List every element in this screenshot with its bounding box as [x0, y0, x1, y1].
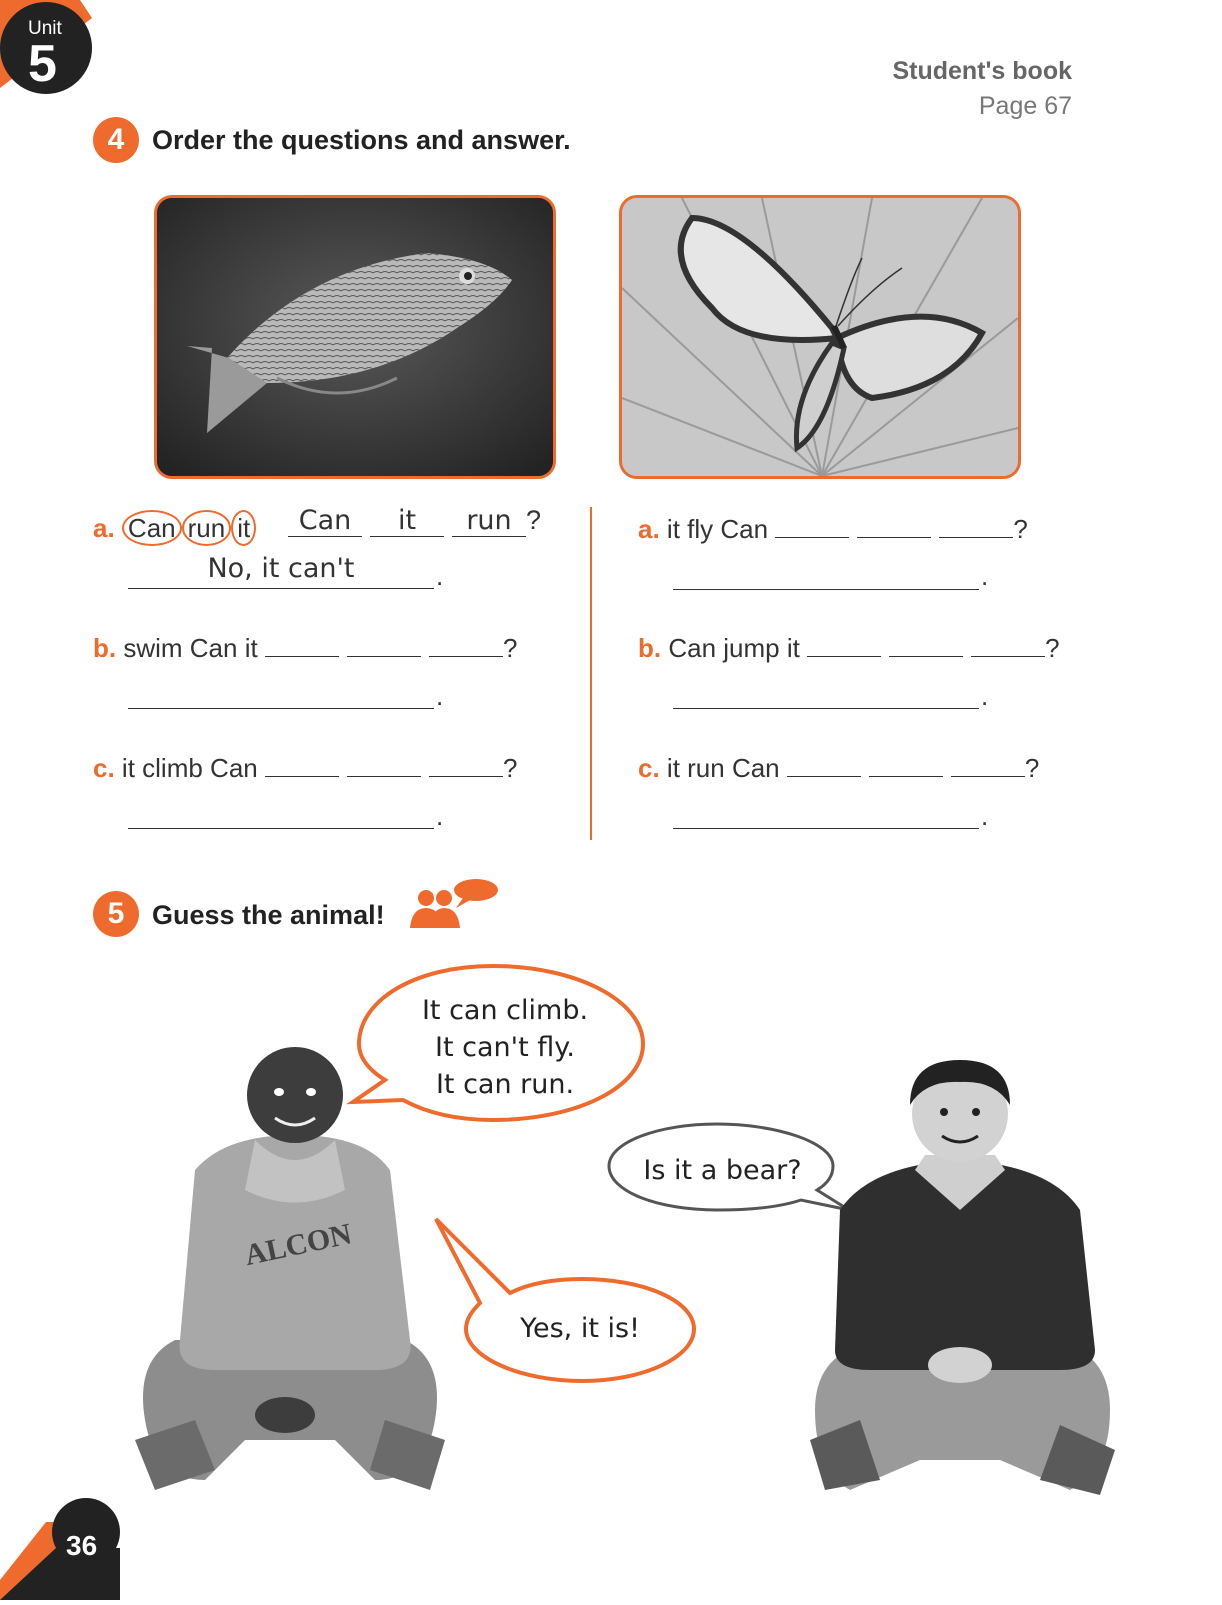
period: . — [436, 801, 444, 831]
blank-line[interactable] — [857, 513, 931, 538]
book-reference-title: Student's book — [892, 57, 1072, 85]
blank-line[interactable] — [951, 752, 1025, 777]
exercise-5-title: Guess the animal! — [152, 900, 385, 930]
unit-label: Unit — [28, 18, 62, 39]
period: . — [981, 561, 989, 591]
period: . — [436, 681, 444, 711]
blank-line[interactable] — [939, 513, 1013, 538]
item-letter: b. — [93, 633, 117, 663]
boy-right-photo — [810, 1050, 1120, 1505]
blank-line[interactable] — [265, 752, 339, 777]
scrambled-words: swim Can it — [123, 633, 258, 663]
scrambled-words: it run Can — [666, 753, 780, 783]
blank-line[interactable] — [971, 632, 1045, 657]
period: . — [436, 561, 444, 591]
blank-line[interactable] — [889, 632, 963, 657]
question-right-b — [638, 632, 1060, 664]
clue-line: It can climb. — [421, 995, 589, 1026]
exercise-4-number: 4 — [93, 117, 139, 163]
answer-line-c[interactable] — [128, 792, 434, 829]
exercise-4-title: Order the questions and answer. — [152, 125, 571, 155]
answer-line-b[interactable] — [128, 672, 434, 709]
question-left-a — [93, 510, 256, 546]
fish-photo — [154, 195, 556, 479]
question-mark: ? — [502, 633, 518, 663]
blank-line[interactable] — [429, 632, 503, 657]
circled-word: Can — [122, 510, 182, 546]
question-right-a — [638, 513, 1028, 545]
blank-line[interactable] — [429, 752, 503, 777]
circled-word: run — [182, 510, 232, 546]
blank-line[interactable] — [265, 632, 339, 657]
exercise-5-number: 5 — [93, 891, 139, 937]
blank-line[interactable] — [787, 752, 861, 777]
period: . — [981, 681, 989, 711]
question-left-b — [93, 632, 517, 664]
blank-line[interactable] — [775, 513, 849, 538]
question-mark: ? — [1013, 514, 1028, 544]
written-word: it — [370, 505, 444, 537]
page-number: 36 — [66, 1530, 98, 1561]
written-word: run — [452, 505, 526, 537]
item-letter: a. — [638, 514, 660, 544]
speech-bubble-reply — [432, 1215, 702, 1395]
scrambled-words: it fly Can — [666, 514, 769, 544]
blank-line[interactable] — [869, 752, 943, 777]
boy-left-photo — [135, 1040, 445, 1495]
item-letter: b. — [638, 633, 662, 663]
book-reference-page: Page 67 — [978, 92, 1072, 120]
answer-line-right-a[interactable] — [673, 553, 979, 590]
question-right-c — [638, 752, 1039, 784]
question-mark: ? — [526, 505, 542, 535]
clue-line: It can't fly. — [435, 1032, 575, 1063]
question-mark: ? — [1045, 633, 1060, 663]
pair-work-icon — [408, 876, 500, 939]
question-left-c — [93, 752, 517, 784]
item-letter: c. — [638, 753, 660, 783]
bubble-guess-text: Is it a bear? — [643, 1155, 802, 1186]
question-mark: ? — [502, 753, 518, 783]
item-letter: c. — [93, 753, 115, 783]
scrambled-words: it climb Can — [121, 753, 258, 783]
blank-line[interactable] — [347, 632, 421, 657]
answer-line-right-c[interactable] — [673, 792, 979, 829]
circled-word: it — [231, 510, 256, 546]
scrambled-words: Can jump it — [668, 633, 800, 663]
svg-text:ALCON: ALCON — [241, 1217, 355, 1273]
item-letter: a. — [93, 513, 115, 543]
column-divider — [590, 507, 592, 840]
answer-line-right-b[interactable] — [673, 672, 979, 709]
blank-line[interactable] — [347, 752, 421, 777]
blank-line[interactable] — [807, 632, 881, 657]
written-word: Can — [288, 505, 362, 537]
written-answer-a: No, it can't — [128, 553, 434, 589]
butterfly-photo — [619, 195, 1021, 479]
clue-line: It can run. — [435, 1069, 575, 1100]
unit-number: 5 — [28, 35, 57, 93]
filled-answer-a — [288, 505, 548, 537]
question-mark: ? — [1024, 753, 1040, 783]
page-number-badge — [0, 1488, 130, 1605]
period: . — [981, 801, 989, 831]
bubble-reply-text: Yes, it is! — [520, 1313, 640, 1344]
